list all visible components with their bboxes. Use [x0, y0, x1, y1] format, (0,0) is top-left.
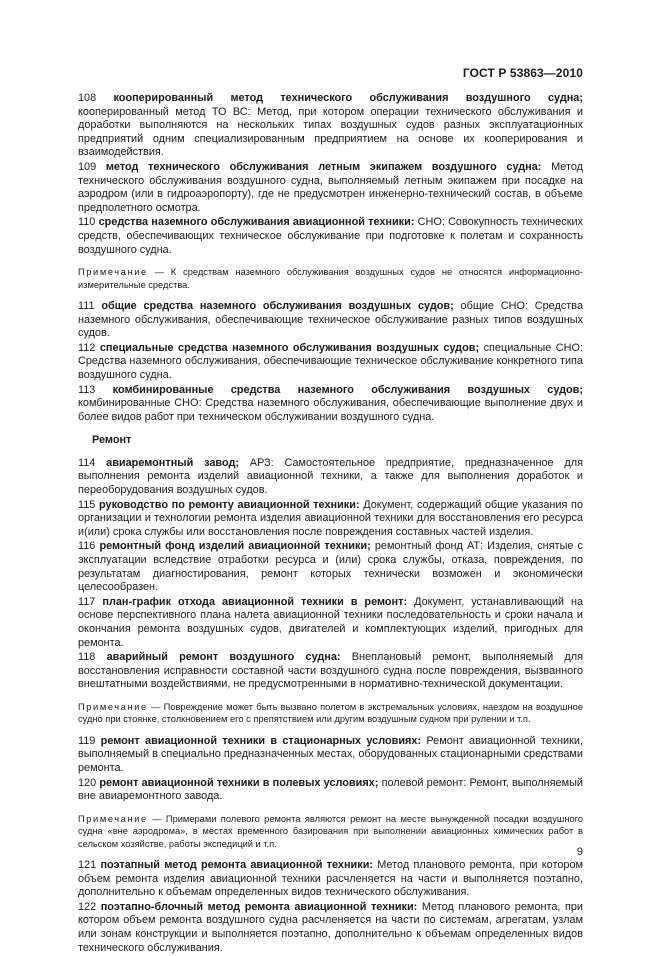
entry-number: 121	[78, 858, 97, 871]
term-entry-121	[78, 859, 583, 900]
term-entry-122	[78, 901, 583, 955]
entry-number: 113	[78, 383, 96, 396]
entry-definition: Метод планового ремонта, при котором объем ремонта воздушного судна расчленяется на части по системам, агрегатам, узлам или зонам конструкции и выполняется поэтапно, дополнительно к объемам определенных видов технического обслуживания.	[78, 900, 583, 954]
entry-definition: Метод планового ремонта, при котором объем ремонта изделия авиационной техники расчленяется на части и выполняется поэтапно, дополнительно к объемам определенных видов технического обслуживания.	[78, 858, 583, 899]
entry-term: план-график отхода авиационной техники в ремонт:	[102, 595, 408, 608]
term-entry-112	[78, 342, 583, 383]
entry-definition: Внеплановый ремонт, выполняемый для восстановления исправности составной части воздушного судна после повреждения, вызванного внештатными воздействиями, не предусмотренными в нормативно-технической документации.	[78, 651, 584, 691]
term-entry-120	[78, 777, 583, 804]
entry-number: 116	[78, 540, 96, 553]
term-entry-111	[78, 300, 583, 341]
entries-group-e	[78, 859, 583, 955]
entry-term: авиаремонтный завод;	[106, 456, 240, 469]
section-title: Ремонт	[92, 434, 132, 447]
entries-group-d	[78, 735, 583, 804]
note-text: — Повреждение может быть вызвано полетом в экстремальных условиях, наездом на воздушное судно при стоянке, столкновением его с препятствием или другим воздушным судном при рулении и т.п.	[78, 701, 583, 725]
entry-term: комбинированные средства наземного обслуживания воздушных судов;	[112, 383, 583, 396]
term-entry-119	[78, 735, 583, 776]
term-entry-113	[78, 384, 583, 425]
entry-definition: Ремонт авиационной техники, выполняемый в специально предназначенных местах, оборудованных стационарными средствами ремонта.	[78, 734, 583, 774]
document-code: ГОСТ Р 53863—2010	[462, 66, 583, 80]
entry-number: 120	[78, 776, 97, 789]
entry-term: поэтапно-блочный метод ремонта авиационной техники:	[100, 900, 418, 913]
entry-term: ремонт авиационной техники в стационарных условиях:	[100, 734, 422, 747]
entry-term: специальные средства наземного обслуживания воздушных судов;	[99, 341, 480, 354]
entry-term: ремонтный фонд изделий авиационной техники;	[99, 540, 371, 553]
entries-group-c	[78, 457, 583, 692]
note-1	[78, 266, 583, 291]
note-text: — Примерами полевого ремонта являются ремонт на месте вынужденной посадки воздушного судна «вне аэродрома», в местах временного базирования при выполнении авиационных химических работ в сельском хозяйстве, работы экспедиций и т.п.	[78, 813, 583, 849]
term-entry-109	[78, 161, 583, 215]
note-label: Примечание	[78, 701, 148, 712]
entry-definition: ремонтный фонд АТ: Изделия, снятые с эксплуатации вследствие отработки ресурса и (или) срока службы, отказа, повреждения, по результатам диагностирования, ремонт которых технически возможен и экономически целесообразен.	[78, 540, 583, 594]
term-entry-116	[78, 540, 583, 594]
entry-number: 109	[78, 160, 97, 173]
note-label: Примечание	[78, 267, 148, 278]
note-text: — К средствам наземного обслуживания воздушных судов не относятся информационно-измерительные средства.	[78, 267, 583, 290]
entry-number: 108	[78, 92, 97, 104]
term-entry-110	[78, 216, 583, 257]
entries-group-b	[78, 300, 583, 424]
entry-term: общие средства наземного обслуживания воздушных судов;	[101, 299, 454, 312]
entry-term: руководство по ремонту авиационной техники:	[99, 498, 360, 511]
page-content	[78, 92, 583, 956]
note-2	[78, 701, 583, 726]
term-entry-117	[78, 596, 583, 650]
entry-definition: АРЗ: Самостоятельное предприятие, предназначенное для выполнения ремонта изделий авиационной техники, а также для выполнения доработок и переоборудования воздушных судов.	[78, 456, 584, 497]
entry-definition: кооперированный метод ТО ВС: Метод, при котором операции технического обслуживания и доработки выполняются на нескольких типах воздушных судов разных эксплуатационных предприятий одним специализированным предприятием на основе их кооперирования и взаимодействия.	[78, 105, 583, 159]
entry-number: 110	[78, 216, 96, 229]
entry-definition: Документ, содержащий общие указания по организации и технологии ремонта изделия авиационной техники для восстановления его ресурса и(или) срока службы или восстановления после повреждения составных частей изделия.	[78, 498, 584, 538]
term-entry-115	[78, 499, 583, 540]
entries-group-a	[78, 92, 583, 257]
entry-number: 111	[78, 299, 95, 312]
term-entry-114	[78, 457, 583, 498]
note-3	[78, 813, 583, 850]
entry-number: 115	[78, 498, 96, 511]
entry-definition: Документ, устанавливающий на основе перспективного плана налета авиационной техники последовательность и сроки начала и окончания ремонта воздушных судов, двигателей и комплектующих изделий, пригодных для ремонта.	[78, 595, 584, 649]
entry-definition: общие СНО: Средства наземного обслуживания, обеспечивающие техническое обслуживание разных типов воздушных судов.	[78, 299, 583, 340]
entry-term: аварийный ремонт воздушного судна:	[106, 651, 341, 664]
entry-term: кооперированный метод технического обслуживания воздушного судна;	[113, 92, 583, 104]
entry-term: ремонт авиационной техники в полевых условиях;	[99, 776, 379, 789]
entry-definition: специальные СНО: Средства наземного обслуживания, обеспечивающие техническое обслуживание конкретного типа воздушного судна.	[78, 341, 583, 381]
entry-definition: Метод технического обслуживания воздушного судна, выполняемый летным экипажем при посадке на аэродром (или в гидроаэропорту), где не предусмотрен инженерно-технический состав, в объеме предполетного осмотра.	[78, 160, 584, 214]
entry-number: 112	[78, 341, 96, 354]
entry-number: 122	[78, 900, 97, 913]
entry-term: поэтапный метод ремонта авиационной техники:	[100, 858, 374, 871]
entry-number: 114	[78, 456, 96, 469]
entry-definition: комбинированные СНО: Средства наземного обслуживания, обеспечивающие выполнение двух и более видов работ при техническом обслуживании воздушного судна.	[78, 397, 583, 423]
entry-number: 118	[78, 651, 96, 664]
entry-number: 119	[78, 734, 96, 747]
entry-term: средства наземного обслуживания авиационной техники:	[98, 216, 415, 229]
entry-number: 117	[78, 595, 96, 608]
entry-definition: полевой ремонт: Ремонт, выполняемый вне авиаремонтного завода.	[78, 776, 583, 803]
term-entry-118	[78, 651, 583, 692]
entry-definition: СНО: Совокупность технических средств, обеспечивающих техническое обслуживание при подготовке к полетам и сохранность воздушного судна.	[78, 216, 584, 256]
note-label: Примечание	[78, 813, 148, 824]
page-number: 9	[576, 846, 583, 858]
entry-term: метод технического обслуживания летным экипажем воздушного судна:	[105, 160, 542, 173]
term-entry-108	[78, 92, 583, 160]
